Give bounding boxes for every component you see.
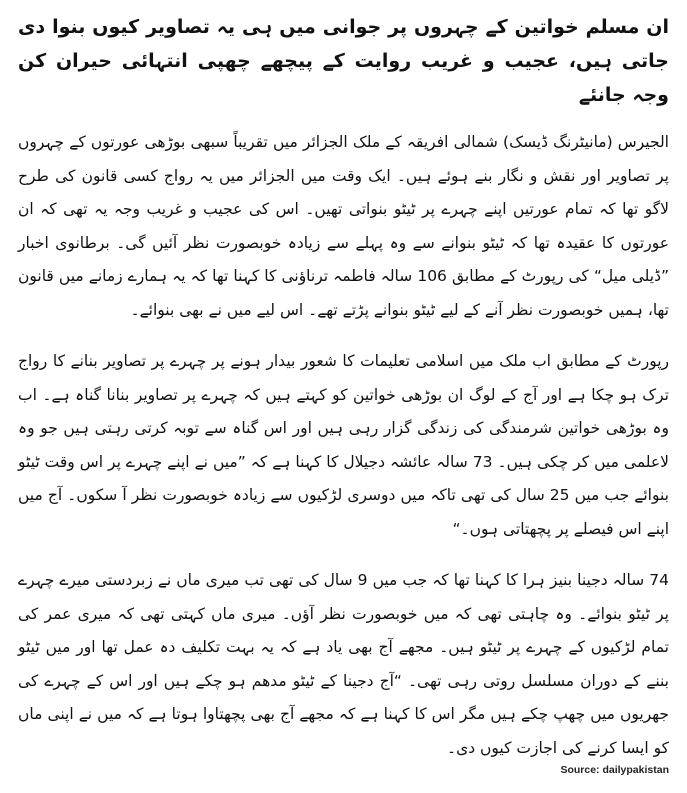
article-headline: ان مسلم خواتین کے چہروں پر جوانی میں ہی یہ تصاویر کیوں بنوا دی جاتی ہیں، عجیب و غریب روایت کے پیچھے چھپی انتہائی حیران کن وجہ جانئے: [18, 16, 669, 106]
article-paragraph-3: 74 سالہ دجینا بنیز ہرا کا کہنا تھا کہ جب میں 9 سال کی تھی تب میری ماں نے زبردستی میرے چہرے پر ٹیٹو بنوائے۔ وہ چاہتی تھی کہ میں خوبصورت نظر آؤں۔ میری ماں کہتی تھی کہ میری عمر کی تمام لڑکیوں کے چہرے پر ٹیٹو ہیں۔ مجھے آج بھی یاد ہے کہ یہ بہت تکلیف دہ عمل تھا اور میں ٹیٹو بننے کے دوران مسلسل روتی رہی تھی۔ “آج دجینا کے ٹیٹو مدھم ہو چکے ہیں اور اس کے چہرے کی جھریوں میں چھپ چکے ہیں مگر اس کا کہنا ہے کہ مجھے آج بھی پچھتاوا ہوتا ہے کہ میں نے اپنی ماں کو ایسا کرنے کی اجازت کیوں دی۔: [18, 571, 669, 757]
article-paragraph-2: رپورٹ کے مطابق اب ملک میں اسلامی تعلیمات کا شعور بیدار ہونے پر چہرے پر تصاویر بنانے کا رواج ترک ہو چکا ہے اور آج کے لوگ ان بوڑھی خواتین کو کہتے ہیں کہ چہرے پر تصاویر بنانا گناہ ہے۔ اب وہ بوڑھی خواتین شرمندگی کی زندگی گزار رہی ہیں اور اس گناہ سے توبہ کرتی رہتی ہیں جو وہ لاعلمی میں کر چکی ہیں۔ 73 سالہ عائشہ دجیلال کا کہنا ہے کہ ”میں نے اپنے چہرے پر اس وقت ٹیٹو بنوائے جب میں 25 سال کی تھی تاکہ میں دوسری لڑکیوں سے زیادہ خوبصورت نظر آ سکوں۔ آج میں اپنے اس فیصلے پر پچھتاتی ہوں۔“: [18, 352, 669, 538]
article: [18, 10, 669, 783]
source-credit: Source: dailypakistan: [560, 764, 669, 776]
article-paragraph-1: الجیرس (مانیٹرنگ ڈیسک) شمالی افریقہ کے ملک الجزائر میں تقریباً سبھی بوڑھی عورتوں کے چہروں پر تصاویر اور نقش و نگار بنے ہوئے ہیں۔ ایک وقت میں الجزائر میں یہ رواج کسی قانون کی طرح لاگو تھا کہ تمام عورتیں اپنے چہرے پر ٹیٹو بنواتی تھیں۔ اس کی عجیب و غریب وجہ یہ تھی کہ ان عورتوں کا عقیدہ تھا کہ ٹیٹو بنوانے سے وہ پہلے سے زیادہ خوبصورت نظر آئیں گی۔ برطانوی اخبار ”ڈیلی میل“ کی رپورٹ کے مطابق 106 سالہ فاطمہ ترناؤنی کا کہنا تھا کہ یہ ہمارے زمانے میں قانون تھا، ہمیں خوبصورت نظر آنے کے لیے ٹیٹو بنوانے پڑتے تھے۔ اس لیے میں نے بھی بنوائے۔: [18, 133, 669, 319]
